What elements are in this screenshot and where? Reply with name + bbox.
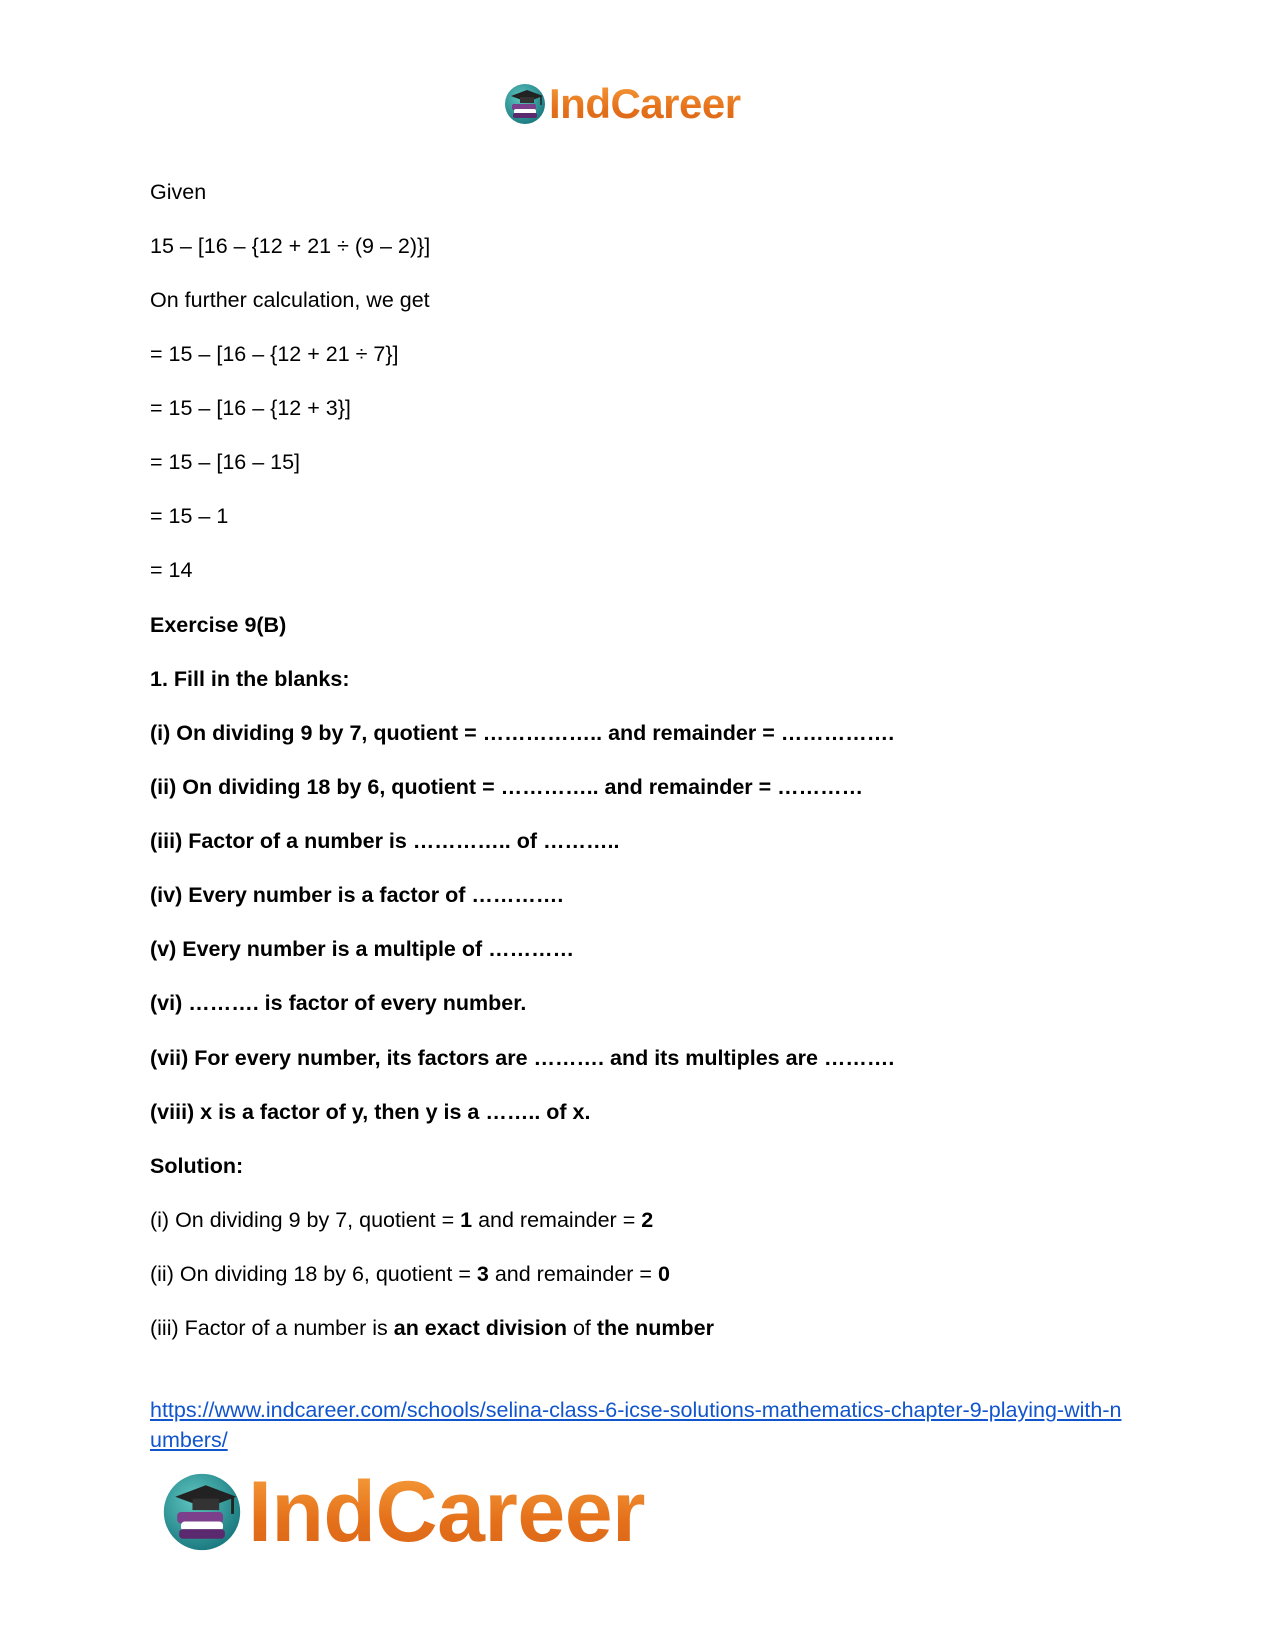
expression: 15 – [16 – {12 + 21 ÷ (9 – 2)}] [150,234,431,258]
answer-text: (ii) On dividing 18 by 6, quotient = [150,1262,477,1286]
answer-value: the number [596,1316,714,1340]
question-item: (viii) x is a factor of y, then y is a …….. of x. [150,1100,591,1124]
question-item: (vii) For every number, its factors are ………. and its multiples are ………. [150,1046,895,1070]
question-item: (ii) On dividing 18 by 6, quotient = ………….. and remainder = ………… [150,775,864,799]
answer-value: 1 [460,1208,473,1232]
question-item: (i) On dividing 9 by 7, quotient = …………….. and remainder = ……………. [150,721,895,745]
given-label: Given [150,180,207,204]
answer-3 [150,1315,714,1341]
source-link[interactable]: https://www.indcareer.com/schools/selina-class-6-icse-solutions-mathematics-chapter-9-playing-with-numbers/ [150,1398,1122,1452]
answer-2 [150,1261,670,1287]
step-3: = 15 – [16 – 15] [150,450,301,474]
step-2: = 15 – [16 – {12 + 3}] [150,396,351,420]
answer-text: of [567,1316,597,1340]
further-calculation-text: On further calculation, we get [150,288,430,312]
step-4: = 15 – 1 [150,504,229,528]
answer-value: an exact division [393,1316,567,1340]
answer-text: (i) On dividing 9 by 7, quotient = [150,1208,461,1232]
answer-value: 2 [641,1208,654,1232]
step-5: = 14 [150,558,193,582]
logo-text: IndCareer [248,1464,645,1560]
answer-value: 0 [657,1262,670,1286]
step-1: = 15 – [16 – {12 + 21 ÷ 7}] [150,342,399,366]
logo-text: IndCareer [549,80,741,127]
answer-value: 3 [476,1262,489,1286]
question-item: (iii) Factor of a number is ………….. of ……….. [150,829,620,853]
solution-title: Solution: [150,1154,244,1178]
question-title: 1. Fill in the blanks: [150,667,350,691]
footer-logo [160,1466,645,1558]
exercise-title: Exercise 9(B) [150,613,287,637]
answer-text: and remainder = [472,1208,642,1232]
header-logo [503,80,741,128]
question-item: (vi) ………. is factor of every number. [150,991,527,1015]
answer-1 [150,1207,653,1233]
question-item: (v) Every number is a multiple of ………… [150,937,575,961]
question-item: (iv) Every number is a factor of …………. [150,883,564,907]
graduation-book-icon [160,1470,244,1554]
graduation-book-icon [503,82,547,126]
answer-text: (iii) Factor of a number is [150,1316,394,1340]
answer-text: and remainder = [488,1262,658,1286]
